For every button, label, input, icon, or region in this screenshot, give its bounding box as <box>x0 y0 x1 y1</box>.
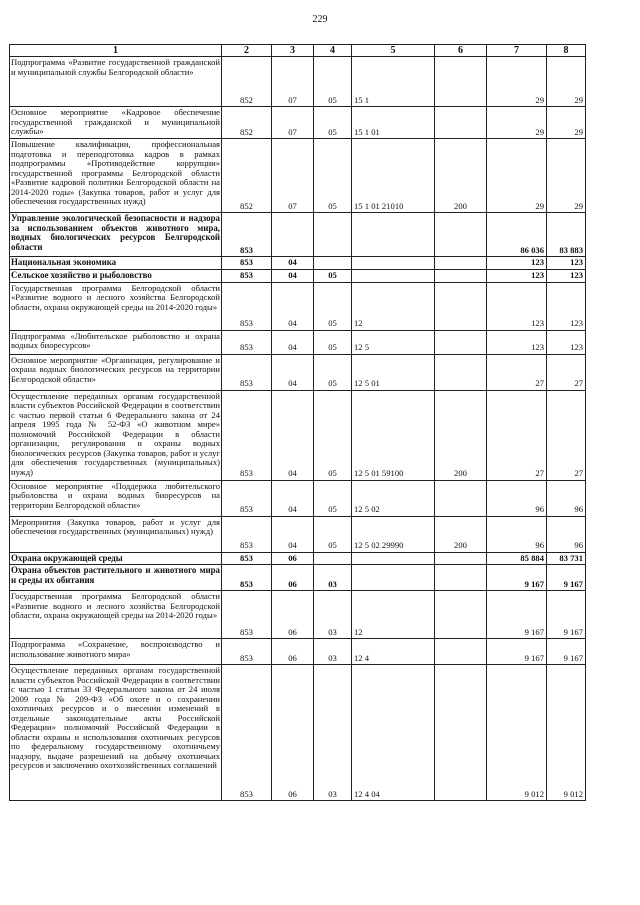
header-cell: 7 <box>487 45 547 57</box>
cell-ministry-code: 853 <box>222 269 272 282</box>
row-description: Подпрограмма «Сохранение, воспроизводство и использование животного мира» <box>10 639 222 665</box>
cell-amount-year2: 96 <box>547 480 586 516</box>
cell-expense-type: 200 <box>435 139 487 213</box>
cell-ministry-code: 853 <box>222 213 272 257</box>
cell-subsection: 05 <box>314 390 352 480</box>
cell-ministry-code: 853 <box>222 330 272 354</box>
cell-section: 04 <box>272 480 314 516</box>
cell-subsection: 05 <box>314 354 352 390</box>
cell-ministry-code: 853 <box>222 516 272 552</box>
cell-ministry-code: 853 <box>222 565 272 591</box>
row-description: Осуществление переданных органам государственной власти субъектов Российской Федерации в соответствии с частью первой статьи 6 Федерального закона от 24 апреля 1995 года № 52-ФЗ «О животном мире» полномочий Российской Федерации в области организации, регулирования и охраны водных биологических ресурсов (Закупка товаров, работ и услуг для обеспечения государственных (муниципальных) нужд) <box>10 390 222 480</box>
cell-expense-type <box>435 552 487 565</box>
cell-amount-year2: 29 <box>547 57 586 107</box>
cell-ministry-code: 853 <box>222 480 272 516</box>
header-cell: 2 <box>222 45 272 57</box>
cell-amount-year2: 9 167 <box>547 639 586 665</box>
table-body <box>10 57 586 801</box>
header-cell: 5 <box>352 45 435 57</box>
cell-target-article: 15 1 <box>352 57 435 107</box>
table-row <box>10 282 586 330</box>
table-row <box>10 390 586 480</box>
cell-section: 04 <box>272 269 314 282</box>
cell-ministry-code: 853 <box>222 591 272 639</box>
cell-subsection <box>314 213 352 257</box>
cell-section: 07 <box>272 57 314 107</box>
cell-target-article: 12 4 <box>352 639 435 665</box>
cell-section: 04 <box>272 282 314 330</box>
row-description: Основное мероприятие «Кадровое обеспечение государственной гражданской и муниципальной службы» <box>10 107 222 139</box>
header-cell: 6 <box>435 45 487 57</box>
cell-amount-year2: 27 <box>547 390 586 480</box>
cell-section: 07 <box>272 139 314 213</box>
cell-amount-year2: 29 <box>547 139 586 213</box>
cell-ministry-code: 852 <box>222 107 272 139</box>
cell-subsection: 03 <box>314 565 352 591</box>
cell-section: 06 <box>272 552 314 565</box>
cell-target-article: 12 4 04 <box>352 665 435 801</box>
cell-amount-year1: 29 <box>487 57 547 107</box>
cell-subsection: 03 <box>314 665 352 801</box>
cell-target-article <box>352 269 435 282</box>
cell-section: 06 <box>272 565 314 591</box>
cell-amount-year1: 85 884 <box>487 552 547 565</box>
cell-section <box>272 213 314 257</box>
cell-amount-year1: 9 167 <box>487 565 547 591</box>
cell-section: 06 <box>272 591 314 639</box>
cell-target-article: 15 1 01 21010 <box>352 139 435 213</box>
cell-subsection: 05 <box>314 139 352 213</box>
cell-subsection: 05 <box>314 269 352 282</box>
header-cell: 3 <box>272 45 314 57</box>
cell-amount-year1: 123 <box>487 257 547 270</box>
table-header-row <box>10 45 586 57</box>
cell-target-article: 12 5 <box>352 330 435 354</box>
cell-amount-year2: 27 <box>547 354 586 390</box>
cell-subsection <box>314 552 352 565</box>
cell-subsection: 05 <box>314 516 352 552</box>
cell-section: 04 <box>272 257 314 270</box>
cell-section: 04 <box>272 516 314 552</box>
row-description: Государственная программа Белгородской области «Развитие водного и лесного хозяйства Белгородской области, охрана окружающей среды на 2014-2020 годы» <box>10 591 222 639</box>
table-row <box>10 665 586 801</box>
cell-ministry-code: 853 <box>222 665 272 801</box>
cell-amount-year1: 96 <box>487 516 547 552</box>
row-description: Охрана окружающей среды <box>10 552 222 565</box>
cell-expense-type <box>435 282 487 330</box>
cell-amount-year2: 9 167 <box>547 591 586 639</box>
cell-ministry-code: 853 <box>222 282 272 330</box>
cell-target-article: 12 <box>352 591 435 639</box>
row-description: Основное мероприятие «Организация, регулирование и охрана водных биологических ресурсов на территории Белгородской области» <box>10 354 222 390</box>
cell-amount-year2: 83 731 <box>547 552 586 565</box>
row-description: Осуществление переданных органам государственной власти субъектов Российской Федерации в соответствии с частью 1 статьи 33 Федерального закона от 24 июля 2009 года № 209-ФЗ «Об охоте и о сохранении охотничьих ресурсов и о внесении изменений в отдельные законодательные акты Российской Федерации» полномочий Российской Федерации в области охраны и использования охотничьих ресурсов по федеральному государственному охотничьему надзору, выдаче разрешений на добычу охотничьих ресурсов и заключению охотхозяйственных соглашений <box>10 665 222 801</box>
cell-subsection: 03 <box>314 591 352 639</box>
cell-ministry-code: 853 <box>222 552 272 565</box>
cell-amount-year1: 9 012 <box>487 665 547 801</box>
cell-ministry-code: 853 <box>222 257 272 270</box>
cell-expense-type <box>435 257 487 270</box>
cell-subsection <box>314 257 352 270</box>
cell-section: 04 <box>272 390 314 480</box>
table-row <box>10 257 586 270</box>
cell-expense-type <box>435 330 487 354</box>
cell-amount-year2: 9 012 <box>547 665 586 801</box>
row-description: Подпрограмма «Любительское рыболовство и охрана водных биоресурсов» <box>10 330 222 354</box>
cell-section: 06 <box>272 665 314 801</box>
cell-amount-year1: 29 <box>487 107 547 139</box>
cell-expense-type <box>435 269 487 282</box>
cell-target-article: 12 <box>352 282 435 330</box>
header-cell: 8 <box>547 45 586 57</box>
cell-amount-year1: 86 036 <box>487 213 547 257</box>
table-row <box>10 139 586 213</box>
table-row <box>10 57 586 107</box>
row-description: Управление экологической безопасности и надзора за использованием объектов животного мира, водных биологических ресурсов Белгородской области <box>10 213 222 257</box>
cell-expense-type <box>435 213 487 257</box>
header-cell: 4 <box>314 45 352 57</box>
row-description: Национальная экономика <box>10 257 222 270</box>
cell-target-article: 15 1 01 <box>352 107 435 139</box>
cell-amount-year2: 123 <box>547 257 586 270</box>
cell-target-article: 12 5 01 59100 <box>352 390 435 480</box>
table-row <box>10 591 586 639</box>
cell-ministry-code: 852 <box>222 139 272 213</box>
cell-amount-year2: 123 <box>547 282 586 330</box>
cell-amount-year2: 96 <box>547 516 586 552</box>
cell-ministry-code: 853 <box>222 354 272 390</box>
cell-section: 04 <box>272 354 314 390</box>
cell-target-article: 12 5 02 <box>352 480 435 516</box>
header-cell: 1 <box>10 45 222 57</box>
cell-target-article <box>352 257 435 270</box>
cell-subsection: 05 <box>314 282 352 330</box>
cell-amount-year2: 29 <box>547 107 586 139</box>
cell-target-article <box>352 552 435 565</box>
cell-expense-type <box>435 665 487 801</box>
table-row <box>10 354 586 390</box>
cell-expense-type <box>435 57 487 107</box>
cell-subsection: 05 <box>314 107 352 139</box>
table-row <box>10 107 586 139</box>
cell-subsection: 05 <box>314 480 352 516</box>
row-description: Мероприятия (Закупка товаров, работ и услуг для обеспечения государственных (муниципальных) нужд) <box>10 516 222 552</box>
table-row <box>10 552 586 565</box>
table-row <box>10 639 586 665</box>
cell-amount-year1: 123 <box>487 330 547 354</box>
cell-ministry-code: 853 <box>222 390 272 480</box>
cell-target-article <box>352 213 435 257</box>
row-description: Повышение квалификации, профессиональная подготовка и переподготовка кадров в рамках подпрограммы «Противодействие коррупции» государственной программы Белгородской области «Развитие кадровой политики Белгородской области на 2014-2020 годы» (Закупка товаров, работ и услуг для обеспечения государственных нужд) <box>10 139 222 213</box>
cell-amount-year2: 83 883 <box>547 213 586 257</box>
cell-expense-type <box>435 565 487 591</box>
cell-amount-year1: 123 <box>487 282 547 330</box>
cell-expense-type: 200 <box>435 390 487 480</box>
cell-amount-year2: 123 <box>547 330 586 354</box>
cell-ministry-code: 852 <box>222 57 272 107</box>
cell-ministry-code: 853 <box>222 639 272 665</box>
table-row <box>10 565 586 591</box>
cell-expense-type <box>435 480 487 516</box>
cell-amount-year1: 27 <box>487 390 547 480</box>
cell-subsection: 05 <box>314 57 352 107</box>
row-description: Государственная программа Белгородской области «Развитие водного и лесного хозяйства Белгородской области, охрана окружающей среды на 2014-2020 годы» <box>10 282 222 330</box>
cell-amount-year2: 123 <box>547 269 586 282</box>
cell-expense-type <box>435 591 487 639</box>
cell-subsection: 03 <box>314 639 352 665</box>
cell-amount-year1: 96 <box>487 480 547 516</box>
cell-amount-year1: 27 <box>487 354 547 390</box>
cell-target-article: 12 5 01 <box>352 354 435 390</box>
row-description: Подпрограмма «Развитие государственной гражданской и муниципальной службы Белгородской области» <box>10 57 222 107</box>
cell-subsection: 05 <box>314 330 352 354</box>
row-description: Охрана объектов растительного и животного мира и среды их обитания <box>10 565 222 591</box>
row-description: Сельское хозяйство и рыболовство <box>10 269 222 282</box>
cell-amount-year1: 123 <box>487 269 547 282</box>
table-row <box>10 330 586 354</box>
cell-expense-type <box>435 354 487 390</box>
table-row <box>10 516 586 552</box>
cell-amount-year1: 29 <box>487 139 547 213</box>
table-row <box>10 269 586 282</box>
cell-expense-type <box>435 107 487 139</box>
cell-amount-year2: 9 167 <box>547 565 586 591</box>
table-row <box>10 213 586 257</box>
cell-section: 06 <box>272 639 314 665</box>
budget-table <box>9 44 586 801</box>
cell-section: 04 <box>272 330 314 354</box>
cell-expense-type <box>435 639 487 665</box>
cell-target-article: 12 5 02 29990 <box>352 516 435 552</box>
cell-amount-year1: 9 167 <box>487 639 547 665</box>
row-description: Основное мероприятие «Поддержка любительского рыболовства и охрана водных биоресурсов на территории Белгородской области» <box>10 480 222 516</box>
cell-amount-year1: 9 167 <box>487 591 547 639</box>
table-row <box>10 480 586 516</box>
cell-section: 07 <box>272 107 314 139</box>
page-number: 229 <box>312 14 328 25</box>
cell-expense-type: 200 <box>435 516 487 552</box>
cell-target-article <box>352 565 435 591</box>
